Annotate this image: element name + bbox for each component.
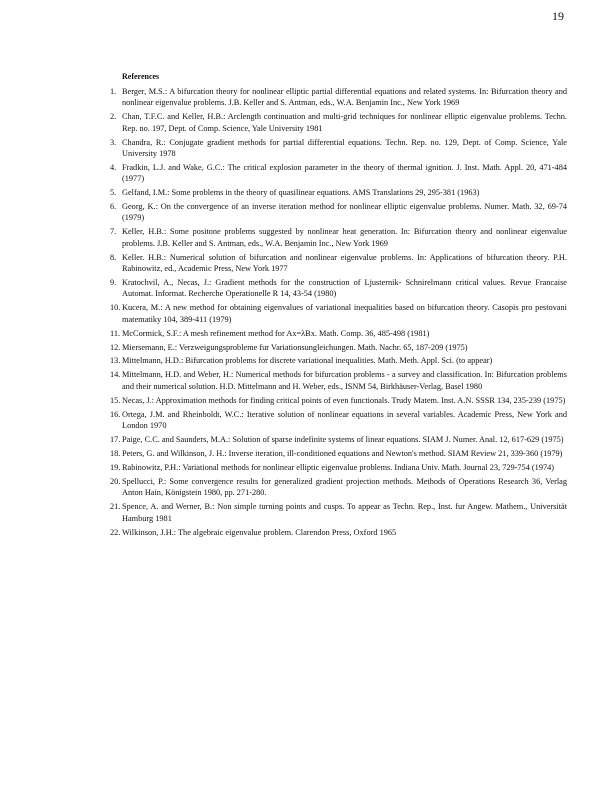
reference-text: Spence, A. and Werner, B.: Non simple turning points and cusps. To appear as Techn. Rep., Inst. fur Angew. Mathem., Universität Hamburg 1981 (122, 502, 567, 523)
reference-text: Keller. H.B.: Numerical solution of bifurcation and nonlinear eigenvalue problems. In: Applications of bifurcation theory. P.H. Rabinowitz, ed., Academic Press, New York 1977 (122, 252, 567, 273)
reference-item (110, 86, 567, 109)
reference-text: Ortega, J.M. and Rheinboldt, W.C.: Iterative solution of nonlinear equations in several variables. Academic Press, New York and London 1970 (122, 409, 567, 431)
reference-text: Peters, G. and Wilkinson, J. H.: Inverse iteration, ill-conditioned equations and Newton's method. SIAM Review 21, 339-360 (1979) (122, 449, 563, 458)
reference-item (110, 201, 567, 224)
reference-text: Mittelmann, H.D. and Weber, H.: Numerical methods for bifurcation problems - a survey and classification. In: Bifurcation problems and their numerical solution. H.D. Mittelmann and H. Weber, eds., ISNM 54, Birkhäuser-Verlag, Basel 1980 (122, 370, 567, 391)
reference-number: 22. (110, 527, 121, 537)
reference-number: 18. (110, 449, 121, 458)
reference-text: Necas, J.: Approximation methods for finding critical points of even functionals. Trudy Matem. Inst. A.N. SSSR 134, 235-239 (1975) (122, 395, 566, 405)
reference-text: Rabinowitz, P.H.: Variational methods for nonlinear elliptic eigenvalue problems. Indiana Univ. Math. Journal 23, 729-754 (1974) (122, 462, 555, 472)
reference-number: 11. (110, 328, 121, 338)
reference-item (110, 434, 567, 445)
reference-number: 17. (110, 435, 121, 445)
reference-number: 14. (110, 370, 121, 380)
reference-item (110, 501, 567, 524)
reference-number: 15. (110, 395, 121, 405)
reference-number: 21. (110, 502, 121, 512)
reference-item (110, 527, 567, 538)
reference-item (110, 395, 567, 406)
reference-text: Gelfand, I.M.: Some problems in the theory of quasilinear equations. AMS Translations 29, 295-381 (1963) (122, 188, 480, 198)
reference-text: Berger, M.S.: A bifurcation theory for nonlinear elliptic partial differential equations and related systems. In: Bifurcation theory and nonlinear eigenvalue problems. J.B. Keller and S. Antman, eds., W.A. Benjamin Inc., New York 1969 (122, 87, 567, 108)
reference-text: Spellucci, P.: Some convergence results for generalized gradient projection methods. Methods of Operations Research 36, Verlag Anton Hain, Königstein 1980, pp. 271-280. (122, 476, 567, 498)
reference-item (110, 328, 567, 339)
reference-text: Kratochvil, A., Necas, J.: Gradient methods for the construction of Ljusternik- Schnirelmann critical values. Revue Francaise Automat. Informat. Recherche Operationelle R 14, 43-54 (1980) (122, 277, 567, 299)
reference-number: 1. (110, 87, 117, 96)
reference-number: 8. (110, 252, 117, 262)
reference-text: Fradkin, L.J. and Wake, G.C.: The critical explosion parameter in the theory of thermal ignition. J. Inst. Math. Appl. 20, 471-484 (1977) (122, 162, 567, 184)
reference-number: 12. (110, 342, 121, 352)
reference-number: 6. (110, 202, 117, 212)
reference-item (110, 252, 567, 275)
reference-item (110, 277, 567, 300)
page-number: 19 (552, 9, 564, 23)
reference-text: Chandra, R.: Conjugate gradient methods for partial differential equations. Techn. Rep. no. 129, Dept. of Comp. Science, Yale University 1978 (122, 137, 567, 158)
reference-item (110, 302, 567, 325)
reference-item (110, 226, 567, 249)
reference-number: 5. (110, 188, 117, 198)
reference-item (110, 476, 567, 499)
reference-text: Miersemann, E.: Verzweigungsprobleme fur Variationsungleichungen. Math. Nachr. 65, 187-209 (1975) (122, 342, 468, 352)
reference-number: 19. (110, 462, 121, 472)
reference-number: 2. (110, 112, 117, 122)
reference-text: McCormick, S.F.: A mesh refinement method for Ax=λBx. Math. Comp. 36, 485-498 (1981) (122, 328, 430, 338)
reference-item (110, 342, 567, 353)
reference-item (110, 137, 567, 160)
reference-item (110, 355, 567, 366)
reference-number: 9. (110, 277, 117, 287)
reference-item (110, 462, 567, 473)
reference-text: Keller, H.B.: Some positone problems suggested by nonlinear heat generation. In: Bifurcation theory and nonlinear eigenvalue problems. J.B. Keller and S. Antman, eds., W.A. Benjamin Inc., New York 1969 (122, 227, 567, 248)
reference-number: 10. (110, 303, 121, 313)
reference-item (110, 187, 567, 198)
reference-text: Chan, T.F.C. and Keller, H.B.: Arclength continuation and multi-grid techniques for nonlinear elliptic eigenvalue problems. Techn. Rep. no. 197, Dept. of Comp. Science, Yale University 1981 (122, 112, 567, 133)
reference-item (110, 409, 567, 432)
reference-number: 4. (110, 162, 117, 172)
reference-item (110, 162, 567, 185)
reference-text: Mittelmann, H.D.: Bifurcation problems for discrete variational inequalities. Math. Meth. Appl. Sci. (to appear) (122, 356, 493, 366)
reference-number: 13. (110, 356, 121, 366)
reference-number: 16. (110, 409, 121, 419)
reference-number: 3. (110, 137, 117, 147)
reference-item (110, 448, 567, 459)
reference-item (110, 111, 567, 134)
reference-text: Kucera, M.: A new method for obtaining eigenvalues of variational inequalities based on bifurcation theory. Casopis pro pestovani matematiky 104, 389-411 (1979) (122, 303, 567, 324)
reference-text: Georg, K.: On the convergence of an inverse iteration method for nonlinear elliptic eigenvalue problems. Numer. Math. 32, 69-74 (1979) (122, 202, 567, 223)
reference-text: Wilkinson, J.H.: The algebraic eigenvalue problem. Clarendon Press, Oxford 1965 (122, 527, 397, 537)
reference-list (110, 86, 567, 541)
reference-item (110, 369, 567, 392)
references-heading: References (122, 72, 160, 81)
reference-number: 20. (110, 476, 121, 486)
reference-text: Paige, C.C. and Saunders, M.A.: Solution of sparse indefinite systems of linear equations. SIAM J. Numer. Anal. 12, 617-629 (1975) (122, 435, 564, 445)
reference-number: 7. (110, 227, 117, 237)
